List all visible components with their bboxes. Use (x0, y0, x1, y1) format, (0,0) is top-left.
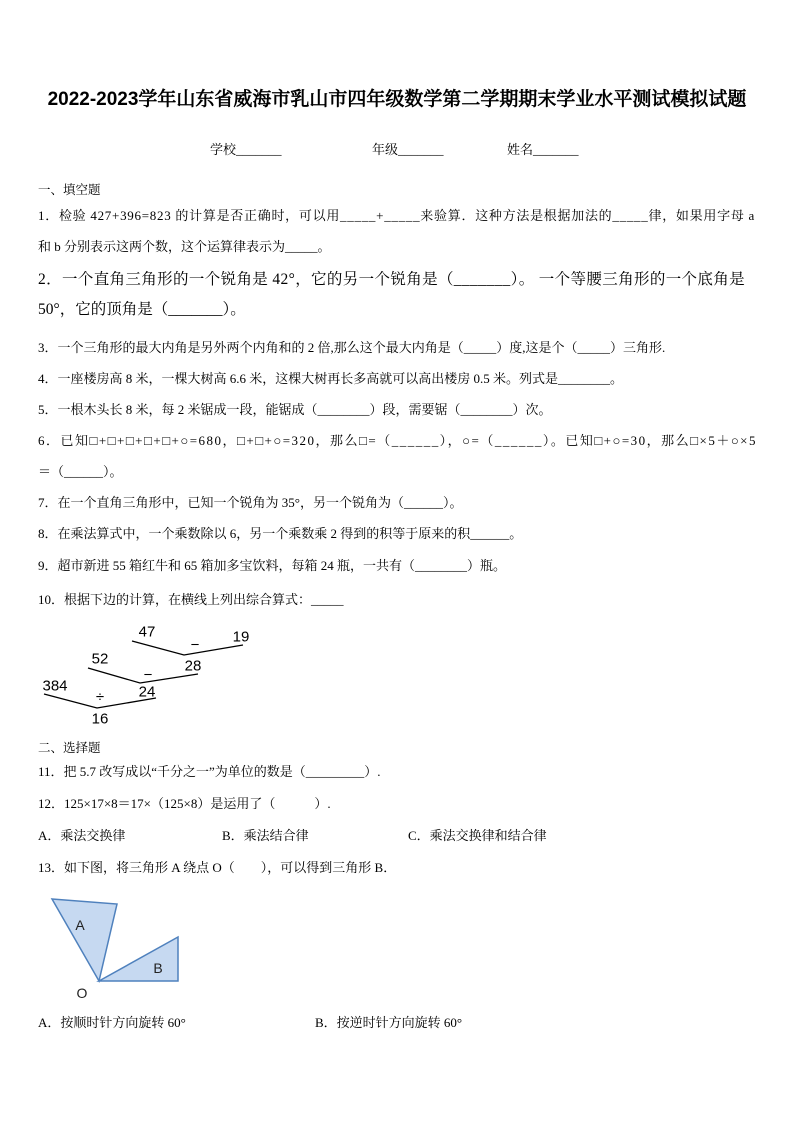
name-field: 姓名_______ (507, 142, 579, 157)
grade-field: 年级_______ (372, 142, 444, 157)
question-9: 9．超市新进 55 箱红牛和 65 箱加多宝饮料，每箱 24 瓶，一共有（________）瓶。 (38, 558, 507, 573)
tree-operator-step-2: − (143, 666, 153, 684)
question-12-option-c: C．乘法交换律和结合律 (408, 828, 547, 843)
calculation-tree-diagram (30, 615, 270, 730)
tree-operator-step-3: ÷ (95, 688, 105, 706)
tree-number-step-1-left: 47 (138, 623, 156, 641)
section-heading-multiple-choice: 二、选择题 (38, 741, 101, 755)
school-field: 学校_______ (210, 142, 282, 157)
triangle-a (52, 899, 117, 981)
tree-result-step-3: 16 (91, 710, 109, 728)
question-1-line-2: 和 b 分别表示这两个数，这个运算律表示为_____。 (38, 239, 331, 254)
triangle-b-label: B (153, 960, 163, 976)
question-13-option-b: B．按逆时针方向旋转 60° (315, 1015, 463, 1030)
rotation-figure (40, 890, 190, 1005)
question-12: 12．125×17×8＝17×（125×8）是运用了（ ）. (38, 796, 331, 811)
question-8: 8．在乘法算式中，一个乘数除以 6，另一个乘数乘 2 得到的积等于原来的积______。 (38, 526, 523, 541)
tree-line-step-1 (132, 641, 243, 655)
question-7: 7．在一个直角三角形中，已知一个锐角为 35°，另一个锐角为（______）。 (38, 495, 463, 510)
question-3: 3．一个三角形的最大内角是另外两个内角和的 2 倍,那么这个最大内角是（_____）度,这是个（_____）三角形. (38, 340, 666, 355)
question-12-option-b: B．乘法结合律 (222, 828, 309, 843)
question-2-line-1: 2．一个直角三角形的一个锐角是 42°，它的另一个锐角是（_______）。 一个等腰三角形的一个底角是 (38, 271, 745, 288)
section-heading-fill-in: 一、填空题 (38, 183, 101, 197)
tree-operator-step-1: − (190, 636, 200, 654)
question-4: 4．一座楼房高 8 米，一棵大树高 6.6 米，这棵大树再长多高就可以高出楼房 0.5 米。列式是________。 (38, 371, 624, 386)
question-12-option-a: A．乘法交换律 (38, 828, 126, 843)
page-title: 2022-2023学年山东省威海市乳山市四年级数学第二学期期末学业水平测试模拟试题 (47, 89, 747, 110)
question-5: 5．一根木头长 8 米，每 2 米锯成一段，能锯成（________）段，需要锯（________）次。 (38, 402, 552, 417)
question-2-line-2: 50°，它的顶角是（_______）。 (38, 301, 246, 318)
question-11: 11．把 5.7 改写成以“千分之一”为单位的数是（_________）. (38, 764, 381, 779)
question-13-option-a: A．按顺时针方向旋转 60° (38, 1015, 186, 1030)
triangle-b (99, 937, 178, 981)
question-1-line-1: 1．检验 427+396=823 的计算是否正确时，可以用_____+_____来验算．这种方法是根据加法的_____律，如果用字母 a (38, 208, 755, 223)
question-13: 13．如下图，将三角形 A 绕点 O（ ），可以得到三角形 B． (38, 860, 397, 875)
tree-number-step-2-left: 52 (91, 650, 109, 668)
tree-result-step-2: 24 (138, 683, 156, 701)
tree-result-step-1: 28 (184, 657, 202, 675)
point-o-label: O (76, 985, 88, 1001)
question-6-line-1: 6．已知□+□+□+□+□+○=680，□+□+○=320，那么□=（______），○=（______）。已知□+○=30，那么□×5＋○×5 (38, 433, 757, 448)
tree-number-step-3-left: 384 (42, 677, 68, 695)
question-6-line-2: ＝（______）。 (38, 464, 123, 479)
question-10: 10．根据下边的计算，在横线上列出综合算式：_____ (38, 592, 344, 607)
triangle-a-label: A (75, 917, 85, 933)
tree-number-step-1-right: 19 (232, 628, 250, 646)
